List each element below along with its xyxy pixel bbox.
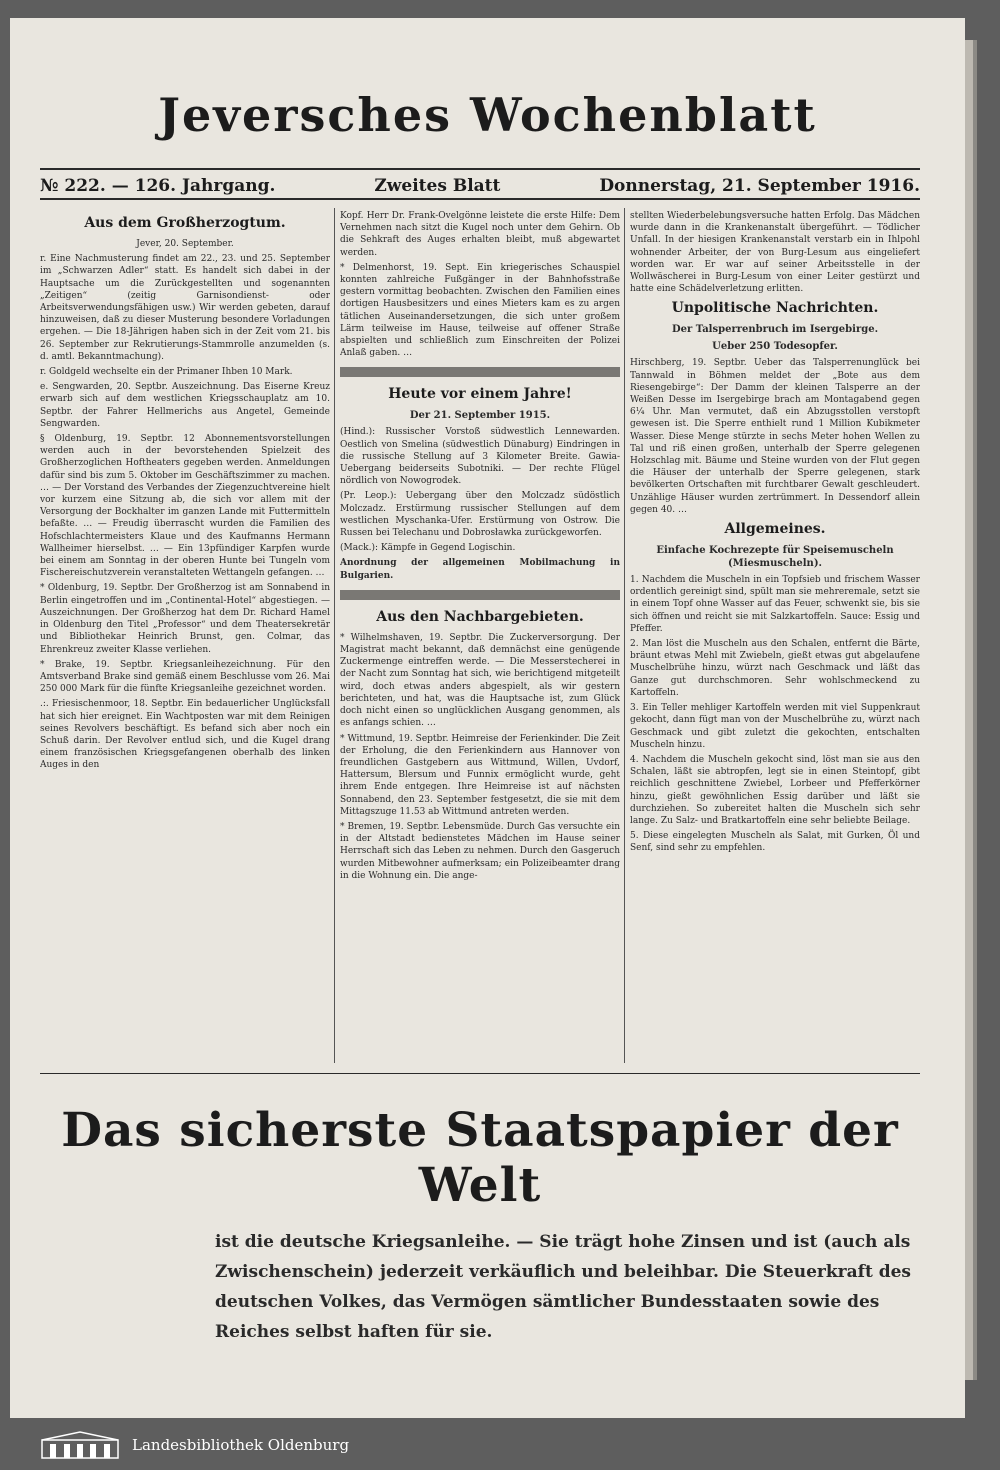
issue-number: № 222. — 126. Jahrgang.	[40, 176, 276, 196]
article-paragraph: * Wittmund, 19. Septbr. Heimreise der Ferienkinder. Die Zeit der Erholung, die den Ferienkindern aus Hannover von freundlichen Gastgebern aus Wittmund, Willen, Uvdorf, Hattersum, Blersum und Funnix ermöglicht wurde, geht ihrem Ende entgegen. Ihre Heimreise ist auf nächsten Sonnabend, den 23. September festgesetzt, die sie mit dem Mittagszuge 11.53 ab Wittmund antreten werden.	[340, 733, 620, 817]
section-heading: Unpolitische Nachrichten.	[671, 300, 879, 317]
article-paragraph: (Pr. Leop.): Uebergang über den Molczadz südöstlich Molczadz. Erstürmung russischer Stellungen auf dem westlichen Myschanka-Ufer. Erstürmung von Ostrow. Die Russen bei Telechanu und Dobrosławka zurückgeworfen.	[340, 491, 620, 539]
article-paragraph: (Mack.): Kämpfe in Gegend Logischin.	[340, 543, 516, 554]
dateline: Jever, 20. September.	[136, 239, 234, 249]
section-subheading: Der 21. September 1915.	[409, 410, 551, 422]
article-paragraph: e. Sengwarden, 20. Septbr. Auszeichnung. Das Eiserne Kreuz erwarb sich auf dem westlichen Kriegsschauplatz am 10. Septbr. der Fahrer Hellmerichs aus Angetel, Gemeinde Sengwarden.	[40, 382, 330, 429]
article-paragraph: 4. Nachdem die Muscheln gekocht sind, löst man sie aus den Schalen, läßt sie abtropfen, legt sie in einen Steintopf, gibt reichlich geschnittene Zwiebel, Lorbeer und Pfefferkörner hinzu, gießt gewöhnlichen Essig darüber und läßt sie durchziehen. So zubereitet halten die Muscheln sich sehr lange. Zu Salz- und Bratkartoffeln eine sehr beliebte Beilage.	[630, 754, 920, 826]
section-subheading: Der Talsperrenbruch im Isergebirge.	[671, 324, 879, 336]
issue-line	[40, 176, 920, 196]
library-name: Landesbibliothek Oldenburg	[132, 1436, 350, 1454]
ad-rule	[40, 1073, 920, 1074]
column-divider	[624, 208, 625, 1063]
article-paragraph: * Bremen, 19. Septbr. Lebensmüde. Durch Gas versuchte ein in der Altstadt bedienstetes Mädchen im Hause seiner Herrschaft sich das Leben zu nehmen. Durch den Gasgeruch wurden Mitbewohner aufmerksam; ein Polizeibeamter drang in die Wohnung ein. Die ange-	[340, 821, 620, 881]
article-paragraph: * Wilhelmshaven, 19. Septbr. Die Zuckerversorgung. Der Magistrat macht bekannt, daß demnächst eine genügende Zuckermenge eintreffen werde. — Die Messerstecherei in der Nacht zum Sonntag hat sich, wie berichtigend mitgeteilt wird, doch etwas anders abgespielt, als wir gestern berichteten, und hat, was die Hauptsache ist, zum Glück doch nicht einen so unglücklichen Ausgang genommen, als es anfangs schien. …	[340, 632, 620, 729]
section-subheading: Einfache Kochrezepte für Speisemuscheln (Miesmuscheln).	[656, 545, 894, 570]
section-label: Zweites Blatt	[374, 176, 501, 196]
masthead-rule-bottom	[40, 198, 920, 200]
section-heading: Aus den Nachbargebieten.	[376, 608, 584, 625]
page-edge	[973, 40, 977, 1380]
column-1	[40, 210, 330, 1060]
issue-date: Donnerstag, 21. September 1916.	[599, 176, 920, 196]
section-heading: Aus dem Großherzogtum.	[84, 215, 286, 231]
section-subheading: Ueber 250 Todesopfer.	[712, 341, 838, 353]
masthead-rule-top	[40, 168, 920, 170]
column-3	[630, 210, 920, 1060]
separator-bar	[340, 590, 620, 600]
article-paragraph: 5. Diese eingelegten Muscheln als Salat, mit Gurken, Öl und Senf, sind sehr zu empfehlen.	[630, 831, 920, 854]
article-paragraph: 2. Man löst die Muscheln aus den Schalen, entfernt die Bärte, bräunt etwas Mehl mit Zwiebeln, gießt etwas gut abgelaufene Muschelbrühe hinzu, würzt nach Geschmack und läßt das Ganze gut durchschmoren. Sehr wohlschmeckend zu Kartoffeln.	[630, 639, 920, 698]
article-paragraph: 1. Nachdem die Muscheln in ein Topfsieb und frischem Wasser ordentlich gereinigt sind, spült man sie mehreremale, setzt sie in einem Topf ohne Wasser auf das Feuer, schwenkt sie, bis sie sich öffnen und reicht sie mit Salzkartoffeln. Sauce: Essig und Pfeffer.	[630, 575, 920, 634]
article-paragraph: r. Eine Nachmusterung findet am 22., 23. und 25. September im „Schwarzen Adler“ statt. Es handelt sich dabei in der Hauptsache um die Zurückgestellten und sogenannten „Zeitigen“ (zeitig Garnisondienst- oder Arbeitsverwendungsfähigen usw.) Wir werden gebeten, darauf hinzuweisen, daß zu dieser Musterung besondere Vorladungen ergehen. — Die 18-Jährigen haben sich in der Zeit vom 21. bis 26. September zur Rekrutierungs-Stammrolle anzumelden (s. d. amtl. Bekanntmachung).	[40, 254, 330, 362]
section-heading: Allgemeines.	[724, 521, 826, 538]
article-paragraph: r. Goldgeld wechselte ein der Primaner Ihben 10 Mark.	[40, 367, 293, 378]
page-edge	[965, 40, 973, 1380]
article-paragraph: stellten Wiederbelebungsversuche hatten Erfolg. Das Mädchen wurde dann in die Krankenanstalt übergeführt. — Tödlicher Unfall. In der hiesigen Krankenanstalt verstarb ein in Ihlpohl wohnender Arbeiter, der von Burg-Lesum aus eingeliefert worden war. Er war auf seiner Arbeitsstelle in der Wollwäscherei in Burg-Lesum von einer Leiter gestürzt und hatte eine Schädelverletzung erlitten.	[630, 211, 920, 295]
section-heading: Heute vor einem Jahre!	[388, 386, 572, 403]
article-paragraph: * Brake, 19. Septbr. Kriegsanleihezeichnung. Für den Amtsverband Brake sind gemäß einem Beschlusse vom 26. Mai 250 000 Mark für die fünfte Kriegsanleihe gezeichnet worden.	[40, 659, 330, 695]
advertisement	[40, 1103, 920, 1347]
article-paragraph: * Oldenburg, 19. Septbr. Der Großherzog ist am Sonnabend in Berlin eingetroffen und im „Continental-Hotel“ abgestiegen. — Auszeichnungen. Der Großherzog hat dem Dr. Richard Hamel in Oldenburg den Titel „Professor“ und dem Theatersekretär und Bibliothekar Heinrich Brunst, gen. Colmar, das Ehrenkreuz zweiter Klasse verliehen.	[40, 583, 330, 655]
newspaper-page	[10, 18, 965, 1418]
column-divider	[334, 208, 335, 1063]
library-building-icon	[40, 1430, 120, 1460]
library-footer	[0, 1418, 1000, 1470]
separator-bar	[340, 367, 620, 377]
masthead: Jeversches Wochenblatt	[158, 88, 817, 142]
article-paragraph: 3. Ein Teller mehliger Kartoffeln werden mit viel Suppenkraut gekocht, dann fügt man von der Muschelbrühe zu, würzt nach Geschmack und gibt zuletzt die gekochten, entschalten Muscheln hinzu.	[630, 703, 920, 750]
column-2	[340, 210, 620, 1060]
article-paragraph: § Oldenburg, 19. Septbr. 12 Abonnementsvorstellungen werden auch in der bevorstehenden Spielzeit des Großherzoglichen Hoftheaters gegeben werden. Anmeldungen dafür sind bis zum 5. Oktober im Geschäftszimmer zu machen. … — Der Vorstand des Verbandes der Ziegenzuchtvereine hielt vor kurzem eine Sitzung ab, die sich vor allem mit der Versorgung der Bockhalter im ganzen Lande mit Futtermitteln befaßte. … — Freudig überrascht wurden die Familien des Hofschlachtermeisters Klaue und des Kaufmanns Hermann Wallheimer hierselbst. … — Ein 13pfündiger Karpfen wurde bei einem am Sonntag in der oberen Hunte bei Tungeln vom Fischereischutzverein veranstalteten Wettangeln gefangen. …	[40, 434, 330, 579]
article-paragraph: (Hind.): Russischer Vorstoß südwestlich Lennewarden. Oestlich von Smelina (südwestlich Dünaburg) Eindringen in die russische Stellung auf 3 Kilometer Breite. Gawia-Uebergang beiderseits Subotniki. — Der rechte Flügel nördlich von Nowogrodek.	[340, 427, 620, 487]
article-paragraph: Kopf. Herr Dr. Frank-Ovelgönne leistete die erste Hilfe: Dem Vernehmen nach sitzt die Kugel noch unter dem Gehirn. Ob die Sehkraft des Auges erhalten bleibt, muß abgewartet werden.	[340, 211, 620, 258]
ad-body: ist die deutsche Kriegsanleihe. — Sie trägt hohe Zinsen und ist (auch als Zwischenschein) jederzeit verkäuflich und beleihbar. Die Steuerkraft des deutschen Volkes, das Vermögen sämtlicher Bundesstaaten sowie des Reiches selbst haften für sie.	[215, 1232, 911, 1342]
ad-headline: Das sicherste Staatspapier der Welt	[61, 1103, 899, 1213]
article-paragraph: .:. Friesischenmoor, 18. Septbr. Ein bedauerlicher Unglücksfall hat sich hier ereignet. Ein Wachtposten war mit dem Reinigen seines Revolvers beschäftigt. Es befand sich aber noch ein Schuß darin. Der Revolver entlud sich, und die Kugel drang einem französischen Kriegsgefangenen oberhalb des linken Auges in den	[40, 699, 330, 771]
article-paragraph: Anordnung der allgemeinen Mobilmachung in Bulgarien.	[340, 558, 620, 581]
article-paragraph: * Delmenhorst, 19. Sept. Ein kriegerisches Schauspiel konnten zahlreiche Fußgänger in der Bahnhofsstraße gestern vormittag beobachten. Zwischen den Familien eines dortigen Hausbesitzers und eines Mieters kam es zu argen tätlichen Auseinandersetzungen, die sich unter großem Lärm teilweise im Hause, teilweise auf offener Straße abspielten und schließlich zum Einschreiten der Polizei Anlaß gaben. …	[340, 262, 620, 359]
article-paragraph: Hirschberg, 19. Septbr. Ueber das Talsperrenunglück bei Tannwald in Böhmen meldet der „Bote aus dem Riesengebirge“: Der Damm der kleinen Talsperre an der Weißen Desse im Isergebirge brach am Montagabend gegen 6¼ Uhr. Man vermutet, daß ein Abzugsstollen verstopft gewesen ist. Die Sperre enthielt rund 1 Million Kubikmeter Wasser. Diese Menge stürzte in sechs Meter hohen Wellen zu Tal und riß einen großen, unterhalb der Sperre gelegenen Holzschlag mit. Bäume und Steine wurden von der Flut gegen die Häuser der unterhalb der Sperre gelegenen, stark bevölkerten Ortschaften mit furchtbarer Gewalt geschleudert. Unzählige Häuser wurden zertrümmert. In Dessendorf allein gegen 40. …	[630, 358, 920, 515]
